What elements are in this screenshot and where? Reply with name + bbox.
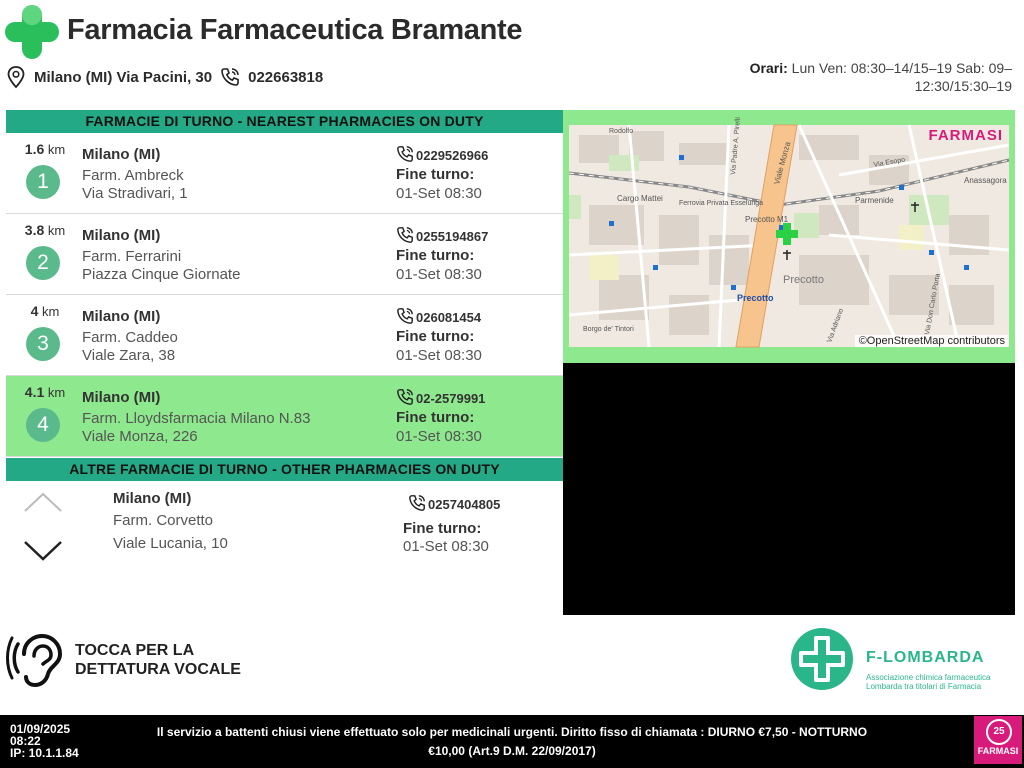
other-pharmacy-card[interactable] — [6, 482, 563, 614]
other-pharmacies-heading: ALTRE FARMACIE DI TURNO - OTHER PHARMACIES ON DUTY — [6, 458, 563, 481]
chevron-up-icon[interactable] — [22, 490, 64, 519]
pharmacy-phone[interactable]: 022663818 — [248, 68, 324, 86]
phone-number: 02-2579991 — [416, 391, 486, 406]
distance — [20, 384, 70, 400]
pharmacy-street: Via Stradivari, 1 — [82, 185, 188, 202]
map-label-borgo: Borgo de' Tintori — [583, 326, 634, 333]
distance-unit: km — [47, 385, 66, 400]
map-label-cargo: Cargo Mattei — [617, 194, 663, 203]
pharmacy-street: Viale Zara, 38 — [82, 347, 176, 364]
phone-icon — [396, 145, 416, 166]
voice-line-1: TOCCA PER LA — [75, 642, 195, 659]
footer-time: 08:22 — [10, 734, 41, 748]
footer-notice — [150, 723, 874, 761]
fine-turno-label: Fine turno: — [396, 409, 475, 426]
phone-number: 0255194867 — [416, 229, 489, 244]
location-pin-icon — [6, 66, 26, 88]
map[interactable] — [569, 116, 1009, 347]
distance-unit: km — [47, 223, 66, 238]
fine-turno-value: 01-Set 08:30 — [396, 428, 482, 445]
pharmacy-title: Farmacia Farmaceutica Bramante — [67, 14, 523, 46]
map-label-road: Viale Monza — [772, 140, 793, 186]
ear-icon[interactable] — [10, 632, 66, 693]
map-label-adriano: Via Adriano — [826, 307, 846, 344]
voice-line-2: DETTATURA VOCALE — [75, 661, 241, 678]
map-label-ferrovia: Ferrovia Privata Esselunga — [679, 200, 764, 207]
other-name: Farm. Corvetto — [113, 512, 214, 529]
map-label-esopo: Via Esopo — [873, 156, 906, 169]
rank-badge: 1 — [26, 165, 60, 199]
badge-number: 25 — [986, 719, 1012, 745]
distance — [20, 141, 70, 157]
pharmacy-row[interactable] — [6, 133, 563, 214]
distance-unit: km — [42, 304, 60, 319]
phone-icon — [220, 67, 240, 87]
chevron-down-icon[interactable] — [22, 538, 64, 567]
map-frame — [563, 110, 1015, 363]
pharmacy-name: Farm. Caddeo — [82, 329, 178, 346]
map-label-parmenide: Parmenide — [855, 196, 894, 205]
map-label-carlo-porta: Via Don Carlo Porta — [924, 272, 942, 336]
footer-notice-2: €10,00 (Art.9 D.M. 22/09/2017) — [428, 744, 596, 758]
distance-value: 1.6 — [24, 141, 45, 157]
map-label-anassagora: Anassagora — [964, 176, 1007, 185]
phone-icon — [408, 494, 428, 515]
pharmacy-row[interactable] — [6, 214, 563, 295]
f-lombarda-title: F-LOMBARDA — [866, 649, 985, 666]
other-phone-number: 0257404805 — [428, 497, 501, 512]
pharmacy-street: Viale Monza, 226 — [82, 428, 198, 445]
pharmacy-city: Milano (MI) — [82, 389, 161, 406]
distance — [20, 222, 70, 238]
footer-bar — [0, 715, 1024, 768]
fine-turno-label: Fine turno: — [396, 166, 475, 183]
fine-turno-label: Fine turno: — [396, 247, 475, 264]
pharmacy-phone[interactable] — [396, 388, 485, 409]
distance-unit: km — [47, 142, 66, 157]
pharmacy-name: Farm. Ferrarini — [82, 248, 182, 265]
voice-dictation-button[interactable] — [75, 641, 255, 679]
map-label-precotto: Precotto — [737, 293, 774, 303]
pharmacy-city: Milano (MI) — [82, 308, 161, 325]
f-lombarda-subtitle — [866, 673, 1016, 691]
badge-text: FARMASI — [977, 746, 1019, 756]
map-attribution[interactable]: ©OpenStreetMap contributors — [855, 335, 1009, 347]
map-label-precotto-m1: Precotto M1 — [745, 215, 789, 224]
pharmacy-phone[interactable] — [396, 145, 488, 166]
footer-notice-1: Il servizio a battenti chiusi viene effettuato solo per medicinali urgenti. Diritto fisso di chiamata : DIURNO €7,50 - NOTTURNO — [156, 725, 868, 739]
pharmacy-name: Farm. Lloydsfarmacia Milano N.83 — [82, 410, 311, 427]
distance-value: 4.1 — [24, 384, 45, 400]
f-lombarda-sub-1: Associazione chimica farmaceutica — [866, 673, 991, 682]
map-label-rodolfo: Rodolfo — [609, 128, 634, 135]
fine-turno-label: Fine turno: — [396, 328, 475, 345]
rank-badge: 2 — [26, 246, 60, 280]
opening-hours — [712, 59, 1012, 95]
pharmacy-row[interactable] — [6, 376, 563, 457]
pharmacy-name: Farm. Ambreck — [82, 167, 184, 184]
footer-ip: IP: 10.1.1.84 — [10, 746, 79, 760]
distance-value: 4 — [30, 303, 39, 319]
phone-icon — [396, 388, 416, 409]
phone-icon — [396, 307, 416, 328]
footer-date: 01/09/2025 — [10, 722, 71, 736]
rank-badge: 3 — [26, 327, 60, 361]
map-label-precotto-2: Precotto — [783, 274, 824, 286]
pharmacy-address: Milano (MI) Via Pacini, 30 — [34, 68, 213, 86]
fine-turno-value: 01-Set 08:30 — [396, 347, 482, 364]
footer-meta — [10, 723, 79, 759]
phone-number: 0229526966 — [416, 148, 489, 163]
f-lombarda-logo-icon — [789, 626, 855, 697]
f-lombarda-sub-2: Lombarda tra titolari di Farmacia — [866, 682, 982, 691]
other-phone[interactable] — [408, 494, 500, 515]
map-label-pirelli: Via Padre A. Pirelli — [730, 116, 743, 176]
pharmacy-street: Piazza Cinque Giornate — [82, 266, 241, 283]
distance-value: 3.8 — [24, 222, 45, 238]
black-panel — [563, 363, 1015, 615]
other-street: Viale Lucania, 10 — [113, 535, 228, 552]
farmasi-badge — [974, 716, 1022, 764]
rank-badge: 4 — [26, 408, 60, 442]
phone-icon — [396, 226, 416, 247]
fine-turno-value: 01-Set 08:30 — [396, 266, 482, 283]
pharmacy-row[interactable] — [6, 295, 563, 376]
other-fine-value: 01-Set 08:30 — [403, 538, 489, 555]
nearest-pharmacies-heading: FARMACIE DI TURNO - NEAREST PHARMACIES ON DUTY — [6, 110, 563, 133]
hours-label: Orari: — [749, 60, 788, 76]
fine-turno-value: 01-Set 08:30 — [396, 185, 482, 202]
distance — [20, 303, 70, 319]
other-fine-label: Fine turno: — [403, 520, 482, 537]
pharmacy-city: Milano (MI) — [82, 227, 161, 244]
pharmacy-city: Milano (MI) — [82, 146, 161, 163]
pharmacy-phone[interactable] — [396, 226, 488, 247]
pharmacy-cross-icon — [5, 5, 59, 59]
address-row — [6, 66, 323, 88]
phone-number: 026081454 — [416, 310, 482, 325]
other-city: Milano (MI) — [113, 490, 192, 507]
hours-value: Lun Ven: 08:30–14/15–19 Sab: 09–12:30/15:30–19 — [791, 60, 1012, 94]
pharmacy-phone[interactable] — [396, 307, 481, 328]
map-brand-logo: FARMASI — [928, 127, 1003, 144]
